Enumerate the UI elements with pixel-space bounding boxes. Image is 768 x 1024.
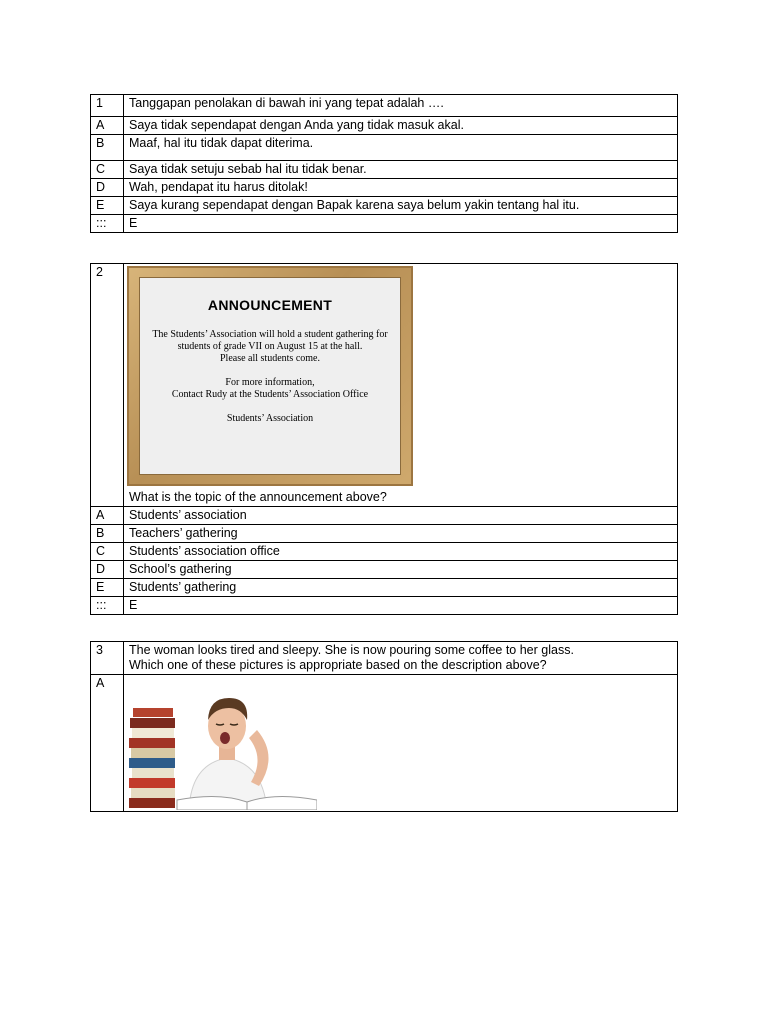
question-2-table: [90, 263, 678, 615]
option-text: Saya tidak setuju sebab hal itu tidak benar.: [124, 161, 678, 179]
option-image-cell: [124, 675, 678, 812]
option-text: Saya kurang sependapat dengan Bapak karena saya belum yakin tentang hal itu.: [124, 197, 678, 215]
answer-value: E: [124, 597, 678, 615]
option-text: Teachers’ gathering: [124, 525, 678, 543]
option-text: Students’ gathering: [124, 579, 678, 597]
announcement-line: students of grade VII on August 15 at the hall.: [177, 341, 363, 352]
option-key: A: [91, 117, 124, 135]
option-key: A: [91, 507, 124, 525]
question-text-line: Which one of these pictures is appropriate based on the description above?: [129, 658, 547, 672]
tired-student-with-books-image: [129, 686, 317, 810]
announcement-line: The Students’ Association will hold a student gathering for: [152, 329, 388, 340]
announcement-line: Contact Rudy at the Students’ Association Office: [171, 389, 369, 400]
announcement-board-image: [127, 266, 413, 486]
option-key: B: [91, 135, 124, 161]
announcement-line: Please all students come.: [220, 353, 320, 364]
answer-key-marker: :::: [91, 215, 124, 233]
book-stack-icon: [129, 708, 175, 808]
question-text: Tanggapan penolakan di bawah ini yang tepat adalah ….: [124, 95, 678, 117]
announcement-line: For more information,: [225, 377, 315, 388]
option-text: School’s gathering: [124, 561, 678, 579]
option-text: Wah, pendapat itu harus ditolak!: [124, 179, 678, 197]
option-key: A: [91, 675, 124, 812]
option-key: E: [91, 579, 124, 597]
question-number: 2: [91, 264, 124, 507]
option-key: C: [91, 161, 124, 179]
question-1-table: [90, 94, 678, 233]
answer-key-marker: :::: [91, 597, 124, 615]
option-key: D: [91, 179, 124, 197]
option-key: C: [91, 543, 124, 561]
option-text: Students’ association: [124, 507, 678, 525]
question-cell: [124, 264, 678, 507]
answer-value: E: [124, 215, 678, 233]
option-key: E: [91, 197, 124, 215]
option-text: Students’ association office: [124, 543, 678, 561]
question-text-line: The woman looks tired and sleepy. She is now pouring some coffee to her glass.: [129, 643, 574, 657]
tired-student-illustration: [129, 686, 317, 810]
question-number: 1: [91, 95, 124, 117]
option-text: Maaf, hal itu tidak dapat diterima.: [124, 135, 678, 161]
question-text: What is the topic of the announcement above?: [129, 490, 387, 504]
option-text: Saya tidak sependapat dengan Anda yang tidak masuk akal.: [124, 117, 678, 135]
announcement-title: ANNOUNCEMENT: [207, 297, 333, 313]
question-cell: [124, 642, 678, 675]
question-number: 3: [91, 642, 124, 675]
announcement-signature: Students’ Association: [226, 413, 314, 424]
announcement-board-surface: [139, 277, 401, 475]
option-key: B: [91, 525, 124, 543]
option-key: D: [91, 561, 124, 579]
question-3-table: [90, 641, 678, 812]
